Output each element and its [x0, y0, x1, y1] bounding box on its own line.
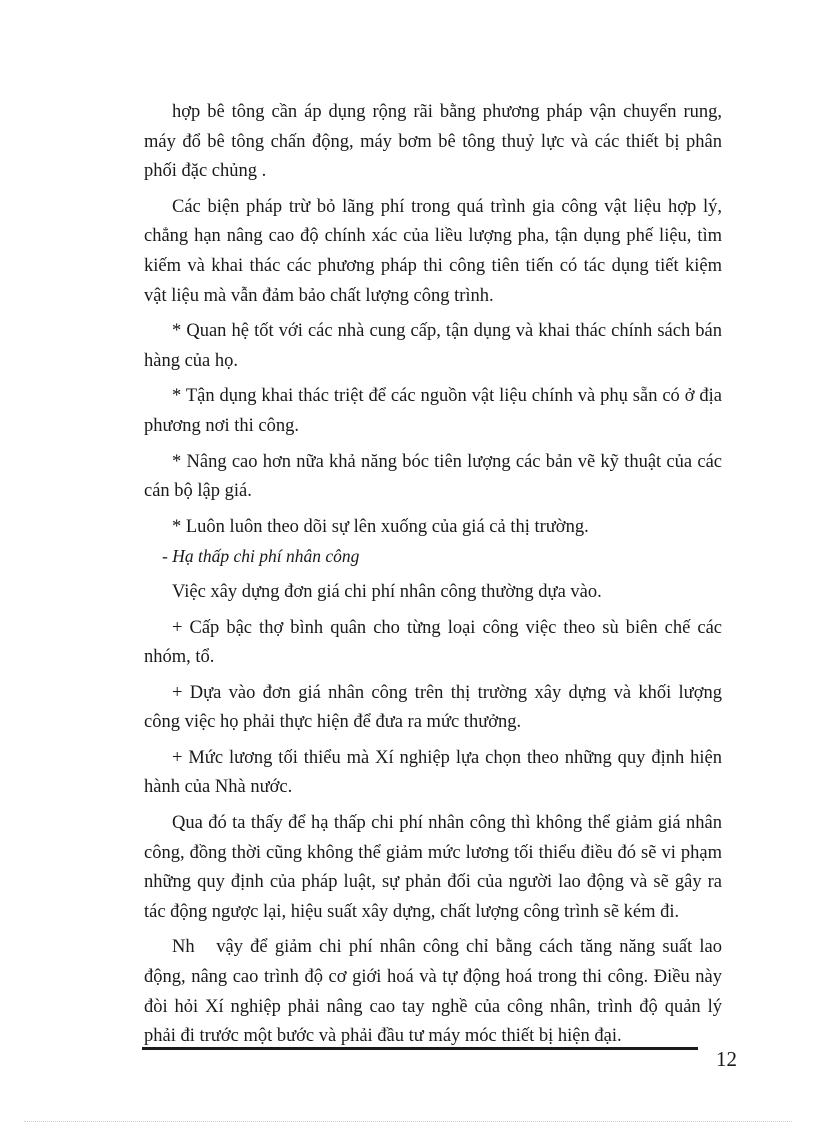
- text-line: phải đi trước một bước và phải đầu tư máy móc thiết bị hiện đại.: [144, 1026, 622, 1047]
- paragraph: [144, 578, 722, 608]
- text-line: chẳng hạn nâng cao độ chính xác của liều lượng pha, tận dụng phế liệu, tìm: [144, 226, 722, 247]
- text-line: - Hạ thấp chi phí nhân công: [162, 546, 360, 567]
- paragraph: [144, 614, 722, 673]
- paragraph: [144, 98, 722, 187]
- text-line: + Dựa vào đơn giá nhân công trên thị trường xây dựng và khối lượng: [172, 682, 722, 703]
- paragraph: [144, 809, 722, 927]
- text-line: công, đồng thời cũng không thể giảm mức lương tối thiểu điều đó sẽ vi phạm: [144, 842, 722, 863]
- text-line: công việc họ phải thực hiện để đưa ra mức thưởng.: [144, 712, 522, 733]
- paragraph: [144, 744, 722, 803]
- text-line: phương nơi thi công.: [144, 415, 299, 436]
- document-body: [144, 98, 722, 1052]
- footer-rule: [142, 1047, 698, 1050]
- text-line: + Cấp bậc thợ bình quân cho từng loại công việc theo sù biên chế các: [172, 617, 722, 638]
- text-line: * Nâng cao hơn nữa khả năng bóc tiên lượng các bản vẽ kỹ thuật của các: [172, 451, 722, 472]
- text-line: hàng của họ.: [144, 350, 239, 371]
- text-line: + Mức lương tối thiểu mà Xí nghiệp lựa chọn theo những quy định hiện: [172, 747, 722, 768]
- text-line: động, nâng cao trình độ cơ giới hoá và tự động hoá trong thi công. Điều này: [144, 967, 722, 988]
- paragraph: [144, 317, 722, 376]
- text-line: đòi hỏi Xí nghiệp phải nâng cao tay nghề của công nhân, trình độ quản lý: [144, 996, 722, 1017]
- text-line: phối đặc chủng .: [144, 161, 267, 182]
- text-line: kiếm và khai thác các phương pháp thi công tiên tiến có tác dụng tiết kiệm: [144, 255, 722, 276]
- text-line: Các biện pháp trừ bỏ lãng phí trong quá trình gia công vật liệu hợp lý,: [172, 196, 722, 217]
- page-edge-divider: [24, 1121, 792, 1122]
- text-line: * Luôn luôn theo dõi sự lên xuống của giá cả thị trường.: [172, 516, 589, 537]
- text-line: nhóm, tổ.: [144, 647, 215, 668]
- text-line: vật liệu mà vẫn đảm bảo chất lượng công trình.: [144, 285, 494, 306]
- text-line: * Quan hệ tốt với các nhà cung cấp, tận dụng và khai thác chính sách bán: [172, 321, 722, 342]
- paragraph: [144, 679, 722, 738]
- text-line: Qua đó ta thấy để hạ thấp chi phí nhân công thì không thể giảm giá nhân: [172, 813, 722, 834]
- text-line: máy đổ bê tông chấn động, máy bơm bê tông thuỷ lực và các thiết bị phân: [144, 131, 722, 152]
- paragraph: [144, 513, 722, 543]
- paragraph: [144, 933, 722, 1051]
- text-line: hành của Nhà nước.: [144, 777, 293, 798]
- paragraph: [144, 448, 722, 507]
- paragraph: [144, 193, 722, 311]
- text-line: tác động ngược lại, hiệu suất xây dựng, chất lượng công trình sẽ kém đi.: [144, 901, 680, 922]
- text-line: * Tận dụng khai thác triệt để các nguồn vật liệu chính và phụ sẵn có ở địa: [172, 386, 722, 407]
- text-line: Việc xây dựng đơn giá chi phí nhân công thường dựa vào.: [172, 581, 602, 602]
- paragraph: [144, 382, 722, 441]
- page-number: 12: [716, 1047, 737, 1071]
- text-line: những quy định của pháp luật, sự phản đối của người lao động và sẽ gây ra: [144, 872, 722, 893]
- text-line: Nh vậy để giảm chi phí nhân công chỉ bằng cách tăng năng suất lao: [172, 937, 722, 958]
- text-line: hợp bê tông cần áp dụng rộng rãi bằng phương pháp vận chuyển rung,: [172, 102, 722, 122]
- section-heading: [144, 542, 722, 572]
- text-line: cán bộ lập giá.: [144, 481, 252, 502]
